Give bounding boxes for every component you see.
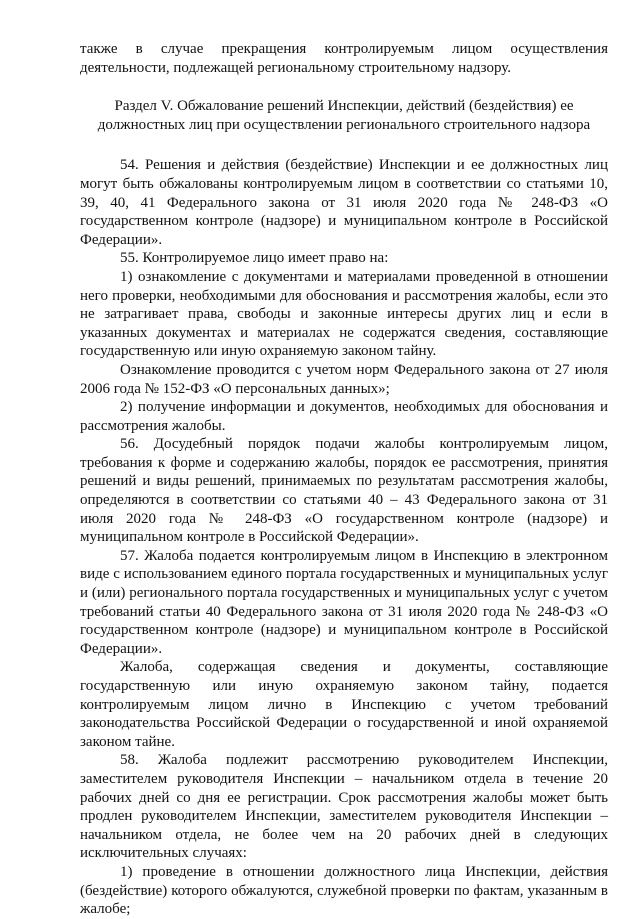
paragraph-55-item-2: 2) получение информации и документов, необходимых для обоснования и рассмотрения жалобы. — [80, 399, 608, 434]
paragraph-55-note: Ознакомление проводится с учетом норм Федерального закона от 27 июля 2006 года № 152-ФЗ «О персональных данных»; — [80, 361, 608, 397]
paragraph-58-item-1: 1) проведение в отношении должностного лица Инспекции, действия (бездействие) которого обжалуются, служебной проверки по фактам, указанным в жалобе; — [80, 863, 608, 918]
paragraph-58: 58. Жалоба подлежит рассмотрению руководителем Инспекции, заместителем руководителя Инспекции – начальником отдела в течение 20 рабочих дней со дня ее регистрации. Срок рассмотрения жалобы может быть продлен руководителем Инспекции, заместителем руководителя Инспекции – начальником отдела, не более чем на 20 рабочих дней в следующих исключительных случаях: — [80, 752, 608, 862]
section-heading-line-1: Раздел V. Обжалование решений Инспекции, действий (бездействия) ее — [114, 98, 574, 115]
document-page — [80, 40, 608, 919]
paragraph-57: 57. Жалоба подается контролируемым лицом в Инспекцию в электронном виде с использованием единого портала государственных и муниципальных услуг и (или) регионального портала государственных и муниципальных услуг с учетом требований статьи 40 Федерального закона от 31 июля 2020 года № 248-ФЗ «О государственном контроле (надзоре) и муниципальном контроле в Российской Федерации». — [80, 547, 608, 657]
intro-paragraph: также в случае прекращения контролируемым лицом осуществления деятельности, подлежащей региональному строительному надзору. — [80, 41, 608, 76]
section-heading-line-2: должностных лиц при осуществлении регионального строительного надзора — [97, 116, 591, 133]
paragraph-55: 55. Контролируемое лицо имеет право на: — [120, 250, 389, 267]
paragraph-57-secret: Жалоба, содержащая сведения и документы, составляющие государственную или иную охраняемую законом тайну, подается контролируемым лицом лично в Инспекцию с учетом требований законодательства Российской Федерации о государственной и иной охраняемой законом тайне. — [80, 659, 608, 750]
paragraph-55-item-1: 1) ознакомление с документами и материалами проведенной в отношении него проверки, необходимыми для обоснования и рассмотрения жалобы, если это не затрагивает права, свободы и законные интересы других лиц и если в указанных документах и материалах не содержатся сведения, составляющие государственную или иную охраняемую законом тайну. — [80, 268, 608, 360]
paragraph-54: 54. Решения и действия (бездействие) Инспекции и ее должностных лиц могут быть обжалованы контролируемым лицом в соответствии со статьями 10, 39, 40, 41 Федерального закона от 31 июля 2020 года № 248-ФЗ «О государственном контроле (надзоре) и муниципальном контроле в Российской Федерации». — [80, 157, 608, 248]
paragraph-56: 56. Досудебный порядок подачи жалобы контролируемым лицом, требования к форме и содержанию жалобы, порядок ее рассмотрения, принятия решений и виды решений, принимаемых по результатам рассмотрения жалобы, определяются в соответствии со статьями 40 – 43 Федерального закона от 31 июля 2020 года № 248-ФЗ «О государственном контроле (надзоре) и муниципальном контроле в Российской Федерации». — [80, 436, 608, 546]
section-heading — [80, 97, 608, 134]
